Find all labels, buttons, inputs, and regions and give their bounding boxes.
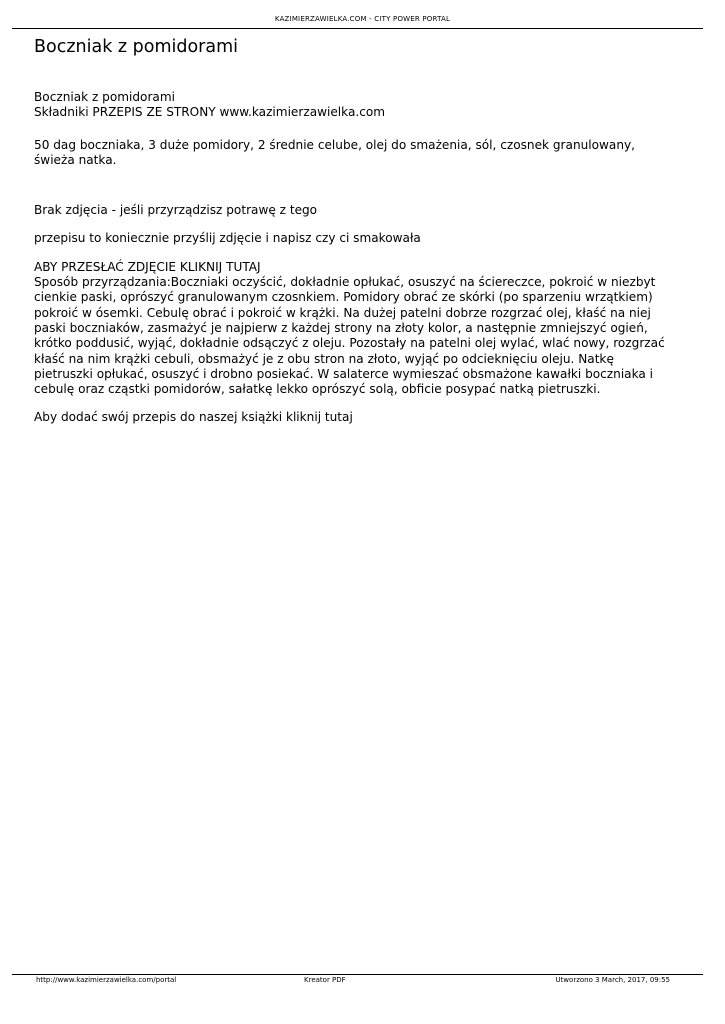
add-recipe-link[interactable]: Aby dodać swój przepis do naszej książki kliknij tutaj [34,410,353,425]
footer-divider [12,974,703,975]
no-photo-request: przepisu to koniecznie przyślij zdjęcie i napisz czy ci smakowała [34,231,421,246]
ingredients-heading: Składniki PRZEPIS ZE STRONY www.kazimierzawielka.com [34,105,386,120]
no-photo-notice: Brak zdjęcia - jeśli przyrządzisz potrawę z tego [34,203,318,218]
footer-url[interactable]: http://www.kazimierzawielka.com/portal [36,976,177,984]
footer-created-date: Utworzono 3 March, 2017, 09:55 [555,976,670,984]
preparation-method: Sposób przyrządzania:Boczniaki oczyścić, dokładnie opłukać, osuszyć na ściereczce, pokroić w niezbyt cienkie paski, oprószyć granulowanym czosnkiem. Pomidory obrać ze skórki (po sparzeniu wrzątkiem) pokroić w ósemki. Cebulę obrać i pokroić w krążki. Na dużej patelni dobrze rozgrzać olej, kłaść na niej paski boczniaków, zasmażyć je najpierw z każdej strony na złoty kolor, a następnie zmniejszyć ogień, krótko poddusić, wyjąć, dokładnie odsączyć z oleju. Pozostały na patelni olej wylać, wlać nowy, rozgrzać kłaść na nim krążki cebuli, obsmażyć je z obu stron na złoto, wyjąć po odcieknięciu oleju. Natkę pietruszki opłukać, osuszyć i drobno posiekać. W salaterce wymieszać obsmażone kawałki boczniaka i cebulę oraz cząstki pomidorów, sałatkę lekko oprószyć solą, obficie posypać natką pietruszki. [34,275,665,397]
recipe-content [34,90,674,426]
header-divider [12,28,703,29]
page-title: Boczniak z pomidorami [34,37,239,57]
page-header: KAZIMIERZAWIELKA.COM - CITY POWER PORTAL [274,15,451,23]
recipe-subtitle: Boczniak z pomidorami [34,90,175,104]
ingredients-list: 50 dag boczniaka, 3 duże pomidory, 2 średnie celube, olej do smażenia, sól, czosnek granulowany, świeża natka. [34,137,636,167]
footer-generator: Kreator PDF [304,976,346,984]
send-photo-link[interactable]: ABY PRZESŁAĆ ZDJĘCIE KLIKNIJ TUTAJ [34,259,261,274]
